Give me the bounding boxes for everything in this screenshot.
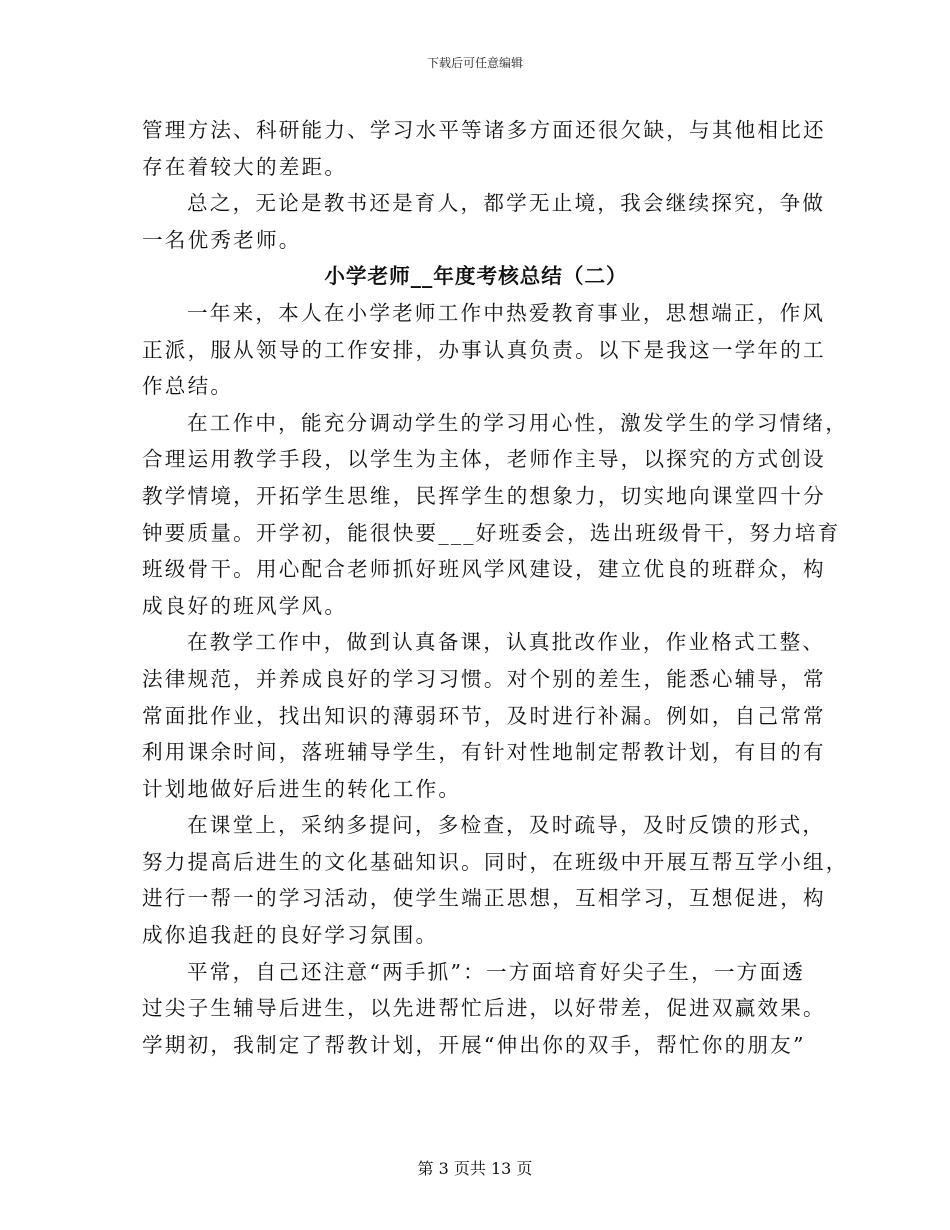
text-line: 平常，自己还注意“两手抓”：一方面培育好尖子生，一方面透 <box>187 959 806 984</box>
text-line: 法律规范，并养成良好的学习习惯。对个别的差生，能悉心辅导，常 <box>142 666 826 691</box>
text-line: 总之，无论是教书还是育人，都学无止境，我会继续探究，争做 <box>187 191 826 216</box>
text-line: 合理运用教学手段，以学生为主体，老师作主导，以探究的方式创设 <box>142 447 826 472</box>
text-line: 教学情境，开拓学生思维，民挥学生的想象力，切实地向课堂四十分 <box>142 483 826 508</box>
text-line: 常面批作业，找出知识的薄弱环节，及时进行补漏。例如，自己常常 <box>142 703 826 728</box>
text-line: 进行一帮一的学习活动，使学生端正思想，互相学习，互想促进，构 <box>142 886 826 911</box>
text-line: 正派，服从领导的工作安排，办事认真负责。以下是我这一学年的工 <box>142 337 826 362</box>
text-line: 管理方法、科研能力、学习水平等诸多方面还很欠缺，与其他相比还 <box>142 118 826 142</box>
text-line: 成良好的班风学风。 <box>142 593 348 618</box>
text-line: 利用课余时间，落班辅导学生，有针对性地制定帮教计划，有目的有 <box>142 740 826 765</box>
text-line: 成你追我赶的良好学习氛围。 <box>142 923 439 948</box>
text-line: 在工作中，能充分调动学生的学习用心性，激发学生的学习情绪， <box>187 410 849 435</box>
text-line: 一名优秀老师。 <box>142 227 302 252</box>
paragraphs-before-title <box>142 112 826 258</box>
text-line: 在课堂上，采纳多提问，多检查，及时疏导，及时反馈的形式， <box>187 813 826 838</box>
text-line: 班级骨干。用心配合老师抓好班风学风建设，建立优良的班群众，构 <box>142 557 826 582</box>
text-line: 努力提高后进生的文化基础知识。同时，在班级中开展互帮互学小组， <box>142 849 849 874</box>
paragraphs-after-title <box>142 295 849 1063</box>
text-line: 计划地做好后进生的转化工作。 <box>142 776 462 801</box>
document-body <box>142 112 849 1063</box>
text-line: 作总结。 <box>142 374 234 399</box>
page-footer: 第 3 页共 13 页 <box>417 1159 533 1178</box>
section-title: 小学老师__年度考核总结（二） <box>324 264 628 289</box>
text-line: 钟要质量。开学初，能很快要___好班委会，选出班级骨干，努力培育 <box>142 520 841 545</box>
text-line: 过尖子生辅导后进生，以先进帮忙后进，以好带差，促进双赢效果。 <box>142 996 826 1021</box>
page-header: 下载后可任意编辑 <box>426 56 523 70</box>
text-line: 在教学工作中，做到认真备课，认真批改作业，作业格式工整、 <box>187 630 826 655</box>
text-line: 一年来，本人在小学老师工作中热爱教育事业，思想端正，作风 <box>187 300 826 325</box>
text-line: 存在着较大的差距。 <box>142 154 348 179</box>
text-line: 学期初，我制定了帮教计划，开展“伸出你的双手，帮忙你的朋友” <box>142 1032 806 1057</box>
